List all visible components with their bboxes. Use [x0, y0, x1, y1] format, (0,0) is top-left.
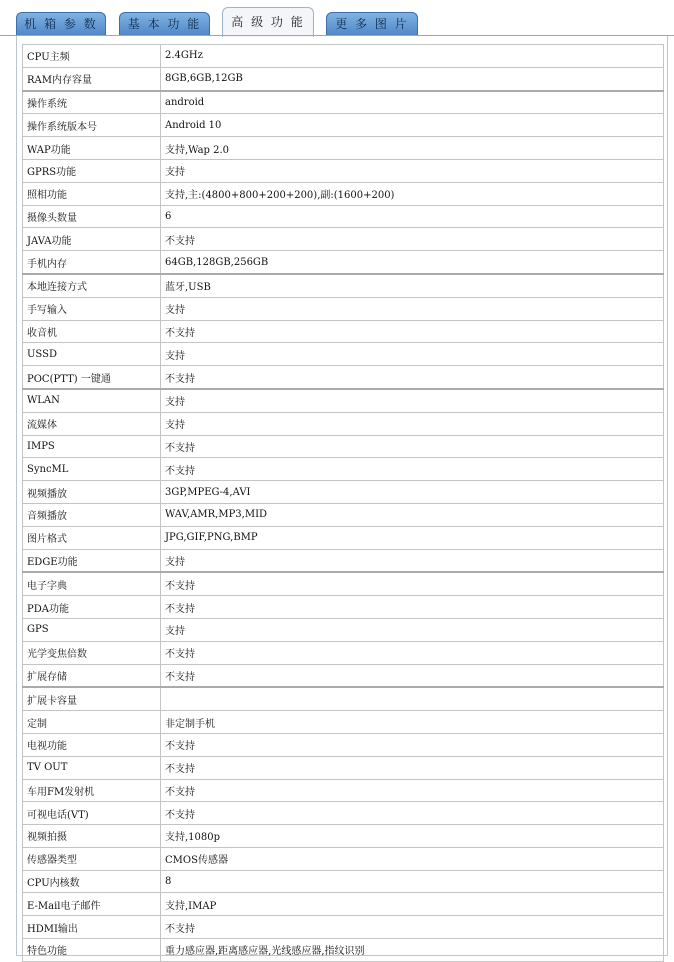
spec-table — [22, 44, 664, 962]
spec-value: 非定制手机 — [161, 711, 664, 734]
spec-name: 电视功能 — [23, 733, 161, 756]
spec-value: WAV,AMR,MP3,MID — [161, 503, 664, 526]
spec-value: 蓝牙,USB — [161, 274, 664, 297]
spec-name: CPU内核数 — [23, 870, 161, 893]
spec-value: 支持,主:(4800+800+200+200),副:(1600+200) — [161, 182, 664, 205]
spec-value: 不支持 — [161, 366, 664, 389]
spec-value: JPG,GIF,PNG,BMP — [161, 526, 664, 549]
spec-name: 照相功能 — [23, 182, 161, 205]
spec-value: 不支持 — [161, 228, 664, 251]
spec-name: HDMI输出 — [23, 916, 161, 939]
spec-value: 不支持 — [161, 802, 664, 825]
spec-row — [23, 458, 664, 481]
spec-row — [23, 412, 664, 435]
spec-name: CPU主频 — [23, 45, 161, 68]
spec-name: 本地连接方式 — [23, 274, 161, 297]
spec-name: TV OUT — [23, 756, 161, 779]
spec-value: 支持 — [161, 343, 664, 366]
spec-name: RAM内存容量 — [23, 67, 161, 90]
spec-row — [23, 366, 664, 389]
spec-row — [23, 45, 664, 68]
spec-name: 音频播放 — [23, 503, 161, 526]
spec-value: 支持 — [161, 618, 664, 641]
spec-name: 传感器类型 — [23, 847, 161, 870]
spec-row — [23, 939, 664, 962]
spec-name: EDGE功能 — [23, 549, 161, 572]
spec-name: 手机内存 — [23, 251, 161, 274]
spec-row — [23, 596, 664, 619]
spec-name: POC(PTT) 一键通 — [23, 366, 161, 389]
spec-value: 支持 — [161, 549, 664, 572]
spec-row — [23, 297, 664, 320]
spec-name: 扩展卡容量 — [23, 687, 161, 710]
spec-value: 2.4GHz — [161, 45, 664, 68]
spec-row — [23, 91, 664, 114]
spec-row — [23, 137, 664, 160]
spec-row — [23, 779, 664, 802]
spec-name: GPRS功能 — [23, 159, 161, 182]
spec-value: 不支持 — [161, 733, 664, 756]
spec-value — [161, 687, 664, 710]
spec-name: 车用FM发射机 — [23, 779, 161, 802]
spec-name: 特色功能 — [23, 939, 161, 962]
spec-value: 不支持 — [161, 596, 664, 619]
spec-row — [23, 435, 664, 458]
spec-value: CMOS传感器 — [161, 847, 664, 870]
spec-row — [23, 687, 664, 710]
spec-value: 3GP,MPEG-4,AVI — [161, 481, 664, 504]
spec-name: GPS — [23, 618, 161, 641]
spec-row — [23, 572, 664, 595]
spec-name: 操作系统版本号 — [23, 114, 161, 137]
tab-bar — [0, 0, 674, 36]
spec-name: E-Mail电子邮件 — [23, 893, 161, 916]
spec-row — [23, 916, 664, 939]
spec-name: JAVA功能 — [23, 228, 161, 251]
spec-value: android — [161, 91, 664, 114]
spec-name: 图片格式 — [23, 526, 161, 549]
spec-row — [23, 641, 664, 664]
spec-value: 不支持 — [161, 664, 664, 687]
spec-value: 不支持 — [161, 779, 664, 802]
spec-value: 支持,1080p — [161, 825, 664, 848]
spec-value: 不支持 — [161, 572, 664, 595]
spec-row — [23, 711, 664, 734]
spec-name: 摄像头数量 — [23, 205, 161, 228]
spec-name: 视频拍摄 — [23, 825, 161, 848]
spec-row — [23, 503, 664, 526]
spec-name: 扩展存储 — [23, 664, 161, 687]
spec-value: 支持 — [161, 389, 664, 412]
spec-row — [23, 733, 664, 756]
spec-name: 视频播放 — [23, 481, 161, 504]
spec-row — [23, 228, 664, 251]
spec-value: 支持 — [161, 297, 664, 320]
spec-name: 定制 — [23, 711, 161, 734]
spec-row — [23, 182, 664, 205]
spec-name: 操作系统 — [23, 91, 161, 114]
spec-row — [23, 159, 664, 182]
spec-name: PDA功能 — [23, 596, 161, 619]
spec-row — [23, 526, 664, 549]
spec-value: 64GB,128GB,256GB — [161, 251, 664, 274]
spec-row — [23, 825, 664, 848]
spec-value: 不支持 — [161, 916, 664, 939]
spec-name: USSD — [23, 343, 161, 366]
spec-row — [23, 320, 664, 343]
tab-advanced-functions[interactable]: 高 级 功 能 — [222, 7, 314, 37]
spec-row — [23, 389, 664, 412]
spec-row — [23, 67, 664, 90]
spec-name: 电子字典 — [23, 572, 161, 595]
spec-row — [23, 549, 664, 572]
spec-name: WAP功能 — [23, 137, 161, 160]
spec-row — [23, 343, 664, 366]
spec-value: 支持 — [161, 159, 664, 182]
spec-value: 不支持 — [161, 641, 664, 664]
spec-name: 收音机 — [23, 320, 161, 343]
spec-name: IMPS — [23, 435, 161, 458]
spec-row — [23, 114, 664, 137]
spec-value: 重力感应器,距离感应器,光线感应器,指纹识别 — [161, 939, 664, 962]
spec-row — [23, 664, 664, 687]
spec-name: SyncML — [23, 458, 161, 481]
spec-value: 不支持 — [161, 458, 664, 481]
spec-value: Android 10 — [161, 114, 664, 137]
tab-basic-functions[interactable]: 基 本 功 能 — [119, 12, 210, 36]
spec-value: 支持,Wap 2.0 — [161, 137, 664, 160]
tab-more-images[interactable]: 更 多 图 片 — [326, 12, 418, 36]
spec-value: 8 — [161, 870, 664, 893]
spec-value: 支持,IMAP — [161, 893, 664, 916]
spec-value: 不支持 — [161, 435, 664, 458]
spec-value: 支持 — [161, 412, 664, 435]
spec-row — [23, 870, 664, 893]
spec-name: 光学变焦倍数 — [23, 641, 161, 664]
spec-row — [23, 756, 664, 779]
spec-name: 手写输入 — [23, 297, 161, 320]
spec-row — [23, 205, 664, 228]
tab-device-params[interactable]: 机 箱 参 数 — [16, 12, 106, 36]
spec-row — [23, 251, 664, 274]
spec-value: 6 — [161, 205, 664, 228]
spec-row — [23, 802, 664, 825]
spec-row — [23, 618, 664, 641]
spec-value: 8GB,6GB,12GB — [161, 67, 664, 90]
spec-name: 可视电话(VT) — [23, 802, 161, 825]
spec-name: 流媒体 — [23, 412, 161, 435]
spec-row — [23, 481, 664, 504]
spec-name: WLAN — [23, 389, 161, 412]
spec-row — [23, 274, 664, 297]
spec-value: 不支持 — [161, 756, 664, 779]
spec-value: 不支持 — [161, 320, 664, 343]
spec-row — [23, 893, 664, 916]
spec-row — [23, 847, 664, 870]
